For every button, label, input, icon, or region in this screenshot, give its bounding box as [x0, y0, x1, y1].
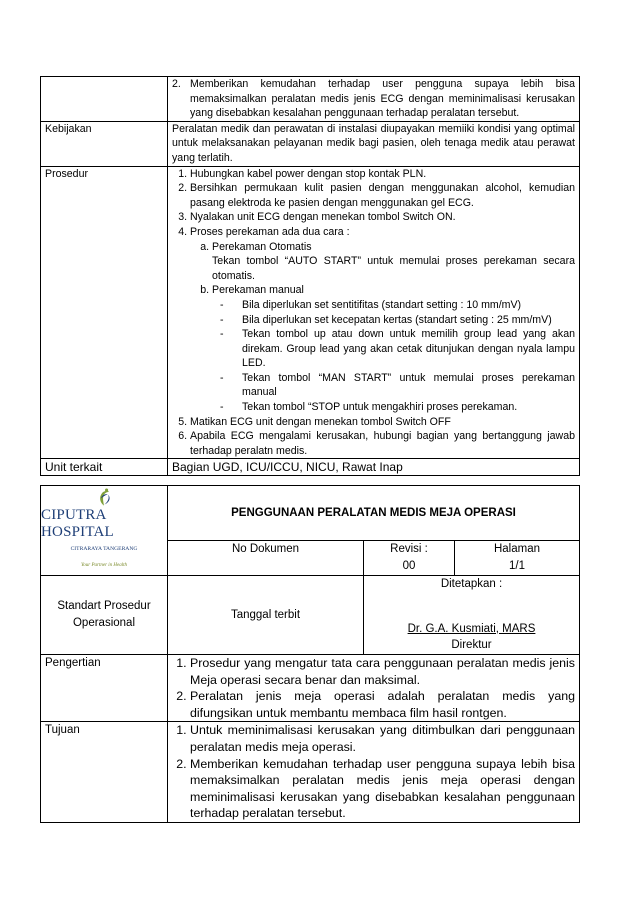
table-row — [41, 121, 580, 166]
prosedur-step-2: 2. Bersihkan permukaan kulit pasien dengan menggunakan alcohol, kemudian pasang elektroda ke pasien dengan menggunakan gel ECG. — [190, 181, 575, 210]
spo-label: Standart Prosedur Operasional — [41, 576, 168, 655]
manual-step-2: - Bila diperlukan set kecepatan kertas (standart seting : 25 mm/mV) — [242, 313, 575, 328]
ditetapkan-label: Ditetapkan : — [440, 578, 503, 590]
table-row — [41, 576, 580, 655]
mode-manual — [212, 283, 575, 414]
halaman-label: Halaman — [493, 543, 541, 555]
revisi-value: 00 — [402, 559, 416, 572]
recording-modes — [190, 240, 575, 415]
manual-step-5: - Tekan tombol “STOP untuk mengakhiri proses perekaman. — [242, 400, 575, 415]
signer-title: Direktur — [451, 639, 492, 652]
prosedur-step-6: 6. Apabila ECG mengalami kerusakan, hubungi bagian yang bertanggung jawab terhadap peralatn medis. — [190, 429, 575, 458]
tujuan-list — [172, 722, 575, 822]
unit-terkait-label: Unit terkait — [41, 459, 168, 476]
pengertian-list — [172, 655, 575, 721]
tujuan-item-1: 1. Untuk meminimalisasi kerusakan yang ditimbulkan dari penggunaan peralatan medis meja operasi. — [190, 722, 575, 755]
manual-steps — [212, 298, 575, 415]
tanggal-terbit-label: Tanggal terbit — [168, 576, 364, 655]
logo-name: CIPUTRA HOSPITAL — [41, 507, 114, 540]
sop-meja-operasi-table — [40, 485, 580, 823]
mode-automatic-text: Tekan tombol “AUTO START” untuk memulai proses perekaman secara otomatis. — [212, 255, 575, 282]
mode-automatic-title: a. Perekaman Otomatis — [212, 240, 312, 253]
kebijakan-label: Kebijakan — [41, 121, 168, 166]
revisi-label: Revisi : — [390, 543, 428, 555]
manual-step-3: - Tekan tombol up atau down untuk memilih group lead yang akan direkam. Group lead yang akan cetak ditunjukan dengan nyala lampu LED. — [242, 327, 575, 371]
hospital-logo — [41, 487, 167, 575]
table-row — [41, 655, 580, 722]
pengertian-content — [168, 655, 580, 722]
prosedur-step-3: 3. Nyalakan unit ECG dengan menekan tombol Switch ON. — [190, 210, 575, 225]
revisi-cell — [364, 541, 455, 576]
table-row — [41, 486, 580, 541]
no-dokumen-label: No Dokumen — [168, 541, 364, 576]
prosedur-steps — [172, 167, 575, 459]
pengertian-label: Pengertian — [41, 655, 168, 722]
prosedur-label: Prosedur — [41, 166, 168, 459]
prosedur-step-4: 4. Proses perekaman ada dua cara : a. Perekaman Otomatis Tekan tombol “AUTO START” untuk memulai proses perekaman secara otomatis. b. Perekaman manual - Bila diperlukan set sentitifitas (standart setting : 10 mm/mV) - Bila diperlukan set kecepatan kertas (standart seting : 25 mm/mV) - Tekan tombol up atau down untuk memilih group lead yang akan direkam. Group lead yang akan cetak ditunjukan dengan nyala lampu LED. - Tekan tombol “MAN START” untuk memulai proses perekaman manual - Tekan tombol “STOP untuk mengakhiri proses perekaman. — [190, 225, 575, 415]
kebijakan-text: Peralatan medik dan perawatan di instalasi diupayakan memiiki kondisi yang optimal untuk melaksanakan pelayanan medik bagi pasien, oleh tenaga medik atau perawat yang terlatih. — [168, 121, 580, 166]
list-item: 2. Memberikan kemudahan terhadap user pengguna supaya lebih bisa memaksimalkan peralatan medis jenis ECG dengan meminimalisasi kerusakan yang disebabkan kesalahan penggunaan terhadap peralatan tersebut. — [172, 78, 575, 120]
tujuan-label: Tujuan — [41, 722, 168, 823]
pengertian-item-2: 2. Peralatan jenis meja operasi adalah peralatan medis yang difungsikan untuk membantu membaca film hasil rontgen. — [190, 688, 575, 721]
tujuan-label-cell — [41, 77, 168, 122]
prosedur-step-5: 5. Matikan ECG unit dengan menekan tombol Switch OFF — [190, 415, 575, 430]
tujuan-content — [168, 722, 580, 823]
manual-step-4: - Tekan tombol “MAN START” untuk memulai proses perekaman manual — [242, 371, 575, 400]
manual-step-1: - Bila diperlukan set sentitifitas (standart setting : 10 mm/mV) — [242, 298, 575, 313]
table-row — [41, 722, 580, 823]
sop-ecg-table — [40, 76, 580, 476]
ditetapkan-cell — [364, 576, 580, 655]
logo-sub: CITRARAYA TANGERANG — [70, 546, 138, 553]
table-row — [41, 166, 580, 459]
halaman-cell — [455, 541, 580, 576]
logo-emblem-icon — [84, 487, 124, 508]
logo-tagline: Your Partner in Health — [80, 562, 128, 568]
mode-automatic — [212, 240, 575, 284]
table-row — [41, 459, 580, 476]
unit-terkait-text: Bagian UGD, ICU/ICCU, NICU, Rawat Inap — [168, 459, 580, 476]
tujuan-continued-cell — [168, 77, 580, 122]
tujuan-item-2: 2. Memberikan kemudahan terhadap user pengguna supaya lebih bisa memaksimalkan peralatan medis jenis meja operasi dengan meminimalisasi kerusakan yang disebabkan kesalahan penggunaan terhadap peralatan tersebut. — [190, 756, 575, 822]
document-title: PENGGUNAAN PERALATAN MEDIS MEJA OPERASI — [168, 486, 580, 541]
mode-manual-title: b. Perekaman manual — [212, 284, 304, 297]
tujuan-item-2: Memberikan kemudahan terhadap user pengguna supaya lebih bisa memaksimalkan peralatan medis jenis ECG dengan meminimalisasi kerusakan yang disebabkan kesalahan penggunaan terhadap peralatan tersebut. — [190, 78, 575, 120]
pengertian-item-1: 1. Prosedur yang mengatur tata cara penggunaan peralatan medis jenis Meja operasi secara benar dan maksimal. — [190, 655, 575, 688]
logo-cell — [41, 486, 168, 576]
prosedur-content — [168, 166, 580, 459]
table-row — [41, 77, 580, 122]
prosedur-step-1: 1. Hubungkan kabel power dengan stop kontak PLN. — [190, 167, 575, 182]
signer-name: Dr. G.A. Kusmiati, MARS — [407, 622, 536, 635]
halaman-value: 1/1 — [509, 559, 525, 572]
